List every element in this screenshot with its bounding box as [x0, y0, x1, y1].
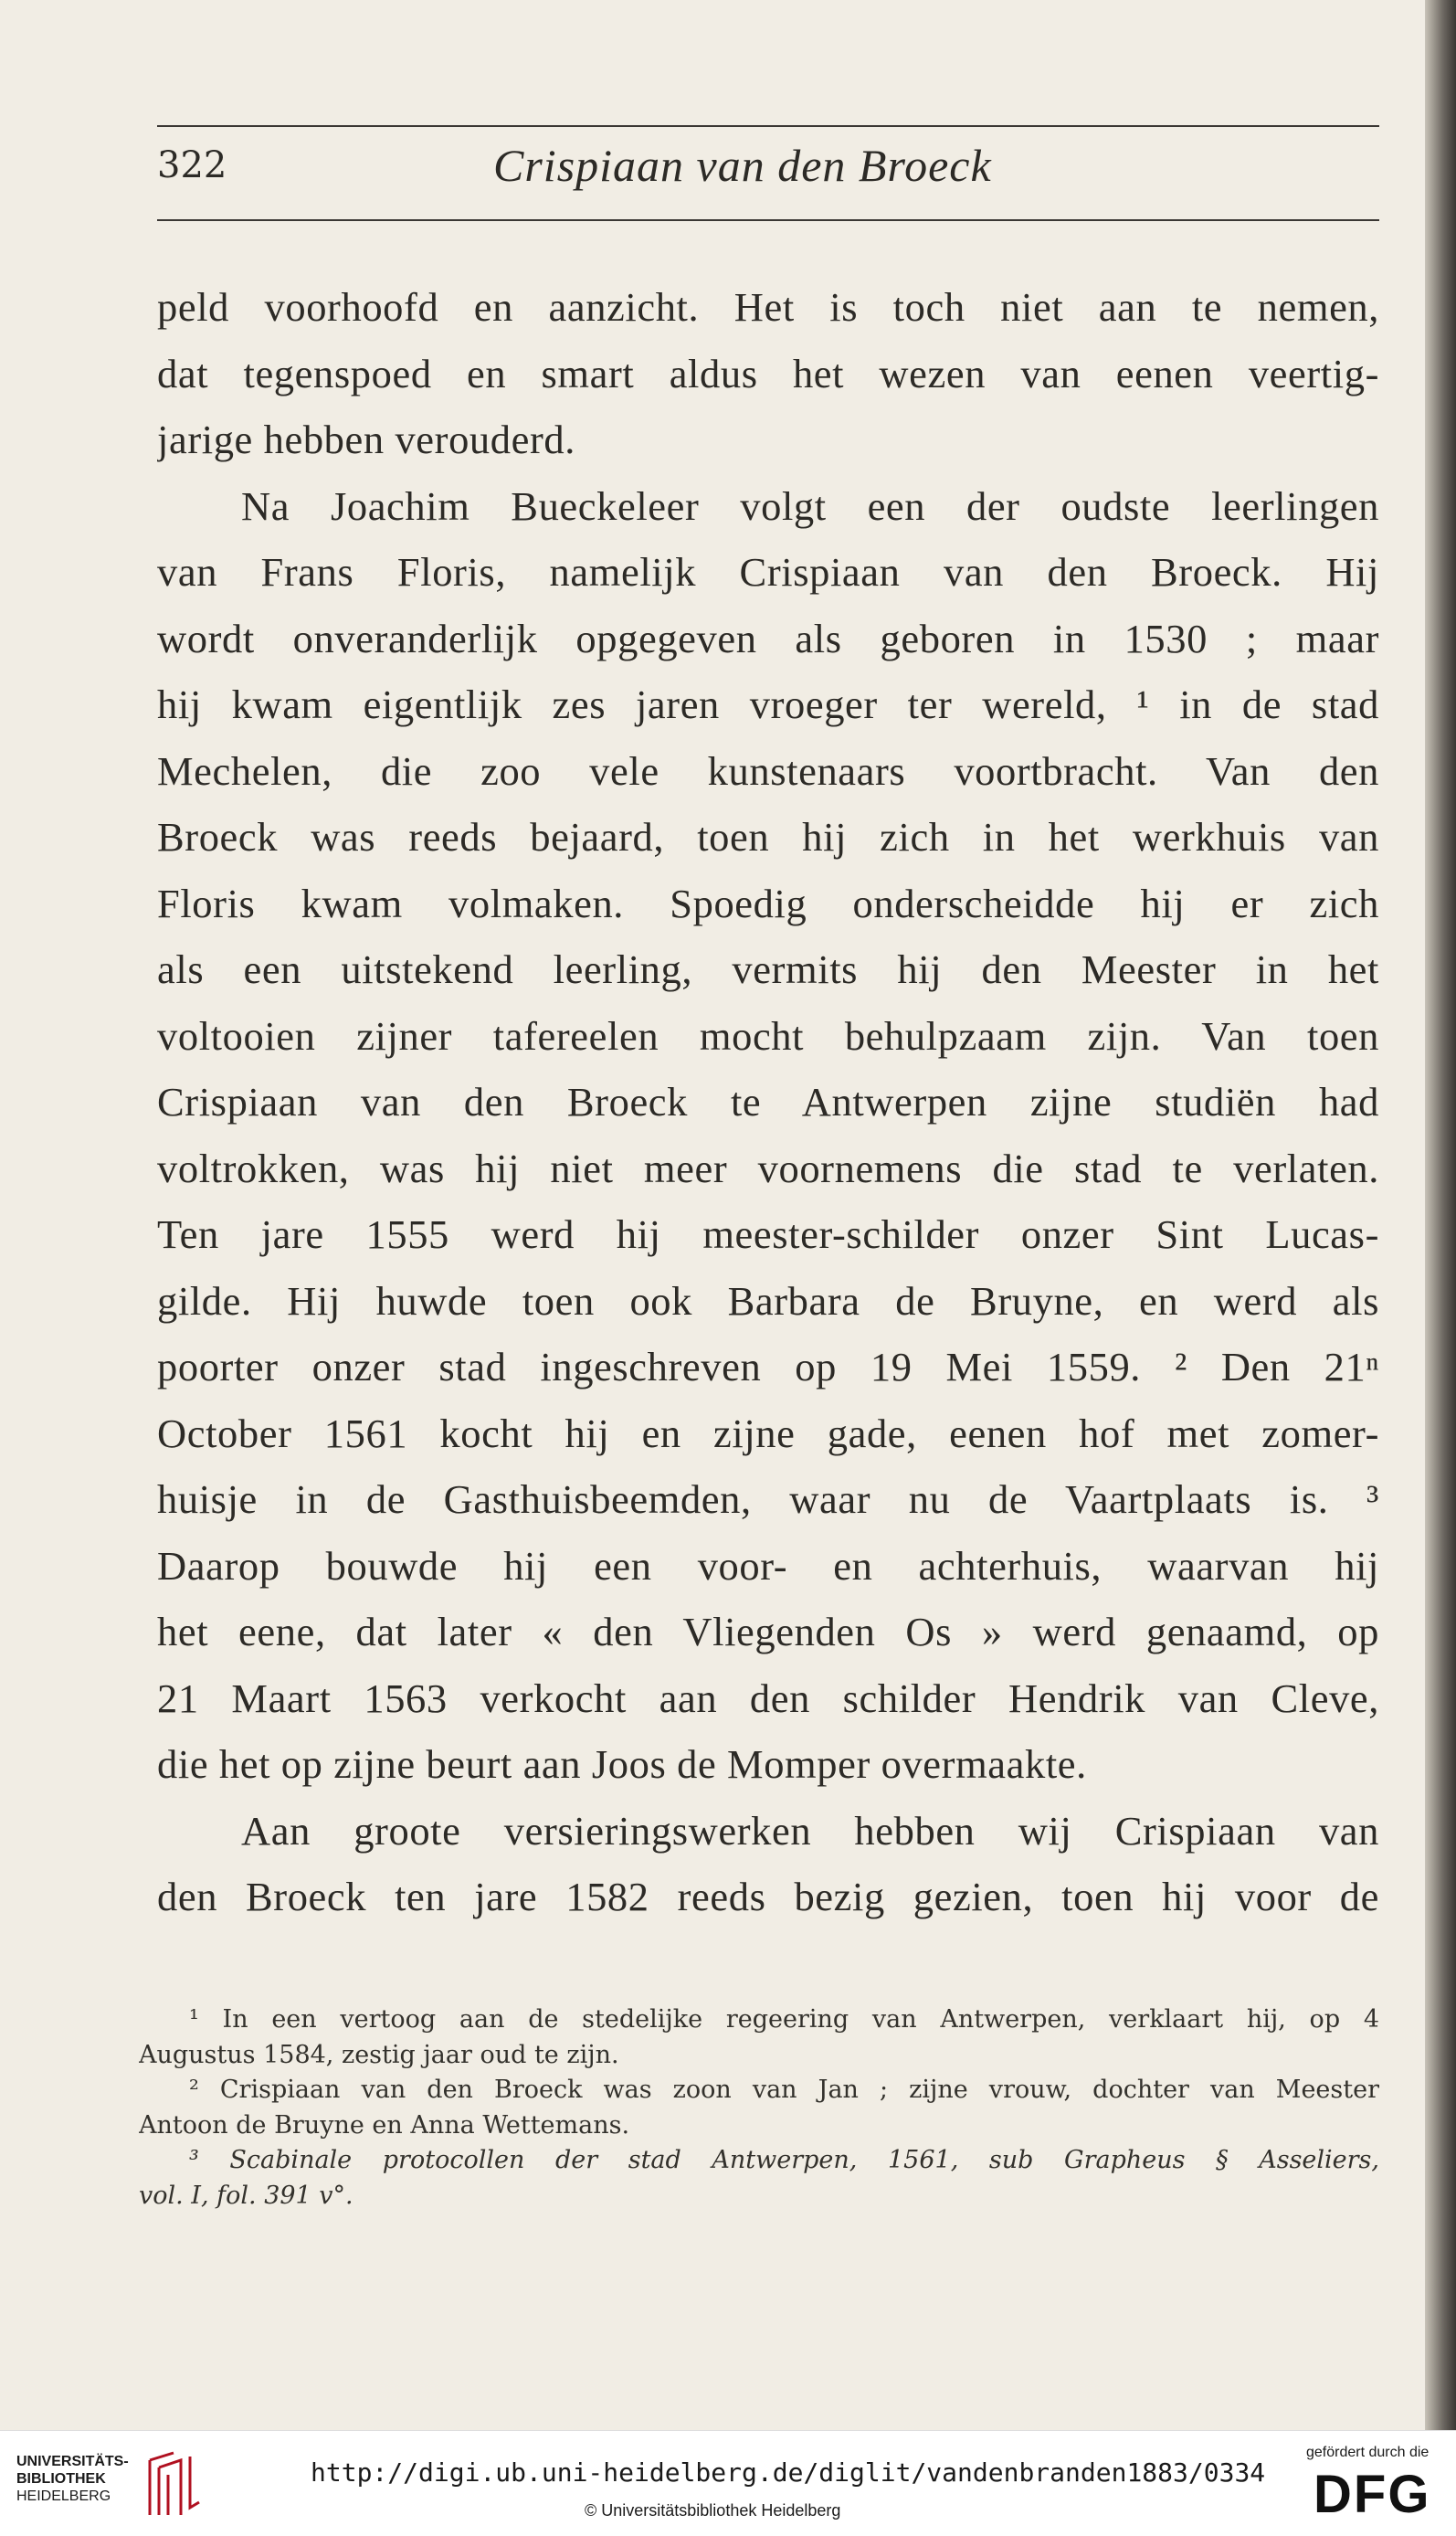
footnote-line: ³ Scabinale protocollen der stad Antwerpen, 1561, sub Grapheus § Asseliers,: [189, 2146, 1379, 2174]
body-line: die het op zijne beurt aan Joos de Momper overmaakte.: [157, 1741, 1087, 1787]
body-line: het eene, dat later « den Vliegenden Os » werd genaamd, op: [157, 1609, 1379, 1654]
body-line: hij kwam eigentlijk zes jaren vroeger ter wereld, ¹ in de stad: [157, 682, 1379, 727]
library-name-line3: HEIDELBERG: [16, 2488, 111, 2504]
permalink-url[interactable]: http://digi.ub.uni-heidelberg.de/diglit/vandenbranden1883/0334: [311, 2457, 1266, 2488]
library-logo-text: [16, 2453, 129, 2505]
body-line: poorter onzer stad ingeschreven op 19 Mei 1559. ² Den 21ⁿ: [157, 1344, 1379, 1390]
body-line: Mechelen, die zoo vele kunstenaars voortbracht. Van den: [157, 747, 1379, 794]
page-number: 322: [157, 144, 227, 186]
body-line: als een uitstekend leerling, vermits hij den Meester in het: [157, 946, 1379, 992]
footnote-line: Augustus 1584, zestig jaar oud te zijn.: [139, 2040, 619, 2069]
body-line: dat tegenspoed en smart aldus het wezen van eenen veertig-: [157, 350, 1379, 396]
body-line: Ten jare 1555 werd hij meester-schilder onzer Sint Lucas-: [157, 1211, 1379, 1257]
library-name-line1: UNIVERSITÄTS-: [16, 2454, 129, 2469]
body-line: wordt onveranderlijk opgegeven als geboren in 1530 ; maar: [157, 615, 1379, 661]
footnote-line: Antoon de Bruyne en Anna Wettemans.: [139, 2110, 630, 2140]
body-line: jarige hebben verouderd.: [157, 417, 575, 462]
copyright-notice: © Universitätsbibliothek Heidelberg: [585, 2501, 841, 2520]
header-rule-top: [157, 125, 1379, 127]
body-line: Broeck was reeds bejaard, toen hij zich in het werkhuis van: [157, 814, 1379, 860]
footnote-line: vol. I, fol. 391 v°.: [139, 2181, 353, 2210]
body-line: Aan groote versieringswerken hebben wij Crispiaan van: [241, 1807, 1379, 1854]
body-line: voltrokken, was hij niet meer voornemens die stad te verlaten.: [157, 1145, 1379, 1191]
library-logo-icon: [146, 2451, 203, 2517]
running-title: Crispiaan van den Broeck: [493, 140, 992, 191]
body-line: October 1561 kocht hij en zijne gade, eenen hof met zomer-: [157, 1410, 1379, 1456]
body-text: [157, 274, 1379, 1930]
body-line: den Broeck ten jare 1582 reeds bezig gezien, toen hij voor de: [157, 1874, 1379, 1919]
funded-by-label: gefördert durch die: [1306, 2445, 1430, 2460]
body-line: huisje in de Gasthuisbeemden, waar nu de Vaartplaats is. ³: [157, 1476, 1379, 1522]
library-name-line2: BIBLIOTHEK: [16, 2471, 106, 2487]
footnotes: [139, 2002, 1379, 2214]
body-line: Daarop bouwde hij een voor- en achterhuis, waarvan hij: [157, 1542, 1379, 1589]
footnote-line: ¹ In een vertoog aan de stedelijke regeering van Antwerpen, verklaart hij, op 4: [189, 2005, 1379, 2034]
page-edge-shadow: [1425, 0, 1456, 2430]
body-line: Crispiaan van den Broeck te Antwerpen zijne studiën had: [157, 1079, 1379, 1125]
body-line: Na Joachim Bueckeleer volgt een der oudste leerlingen: [241, 482, 1379, 529]
body-line: 21 Maart 1563 verkocht aan den schilder Hendrik van Cleve,: [157, 1675, 1379, 1721]
body-line: Floris kwam volmaken. Spoedig onderscheidde hij er zich: [157, 880, 1379, 926]
dfg-logo: DFG: [1314, 2465, 1431, 2524]
body-line: van Frans Floris, namelijk Crispiaan van den Broeck. Hij: [157, 549, 1379, 595]
body-line: gilde. Hij huwde toen ook Barbara de Bruyne, en werd als: [157, 1277, 1379, 1324]
body-line: voltooien zijner tafereelen mocht behulpzaam zijn. Van toen: [157, 1012, 1379, 1059]
footnote-line: ² Crispiaan van den Broeck was zoon van Jan ; zijne vrouw, dochter van Meester: [189, 2076, 1379, 2104]
body-line: peld voorhoofd en aanzicht. Het is toch niet aan te nemen,: [157, 284, 1379, 330]
header-rule-bottom: [157, 219, 1379, 221]
